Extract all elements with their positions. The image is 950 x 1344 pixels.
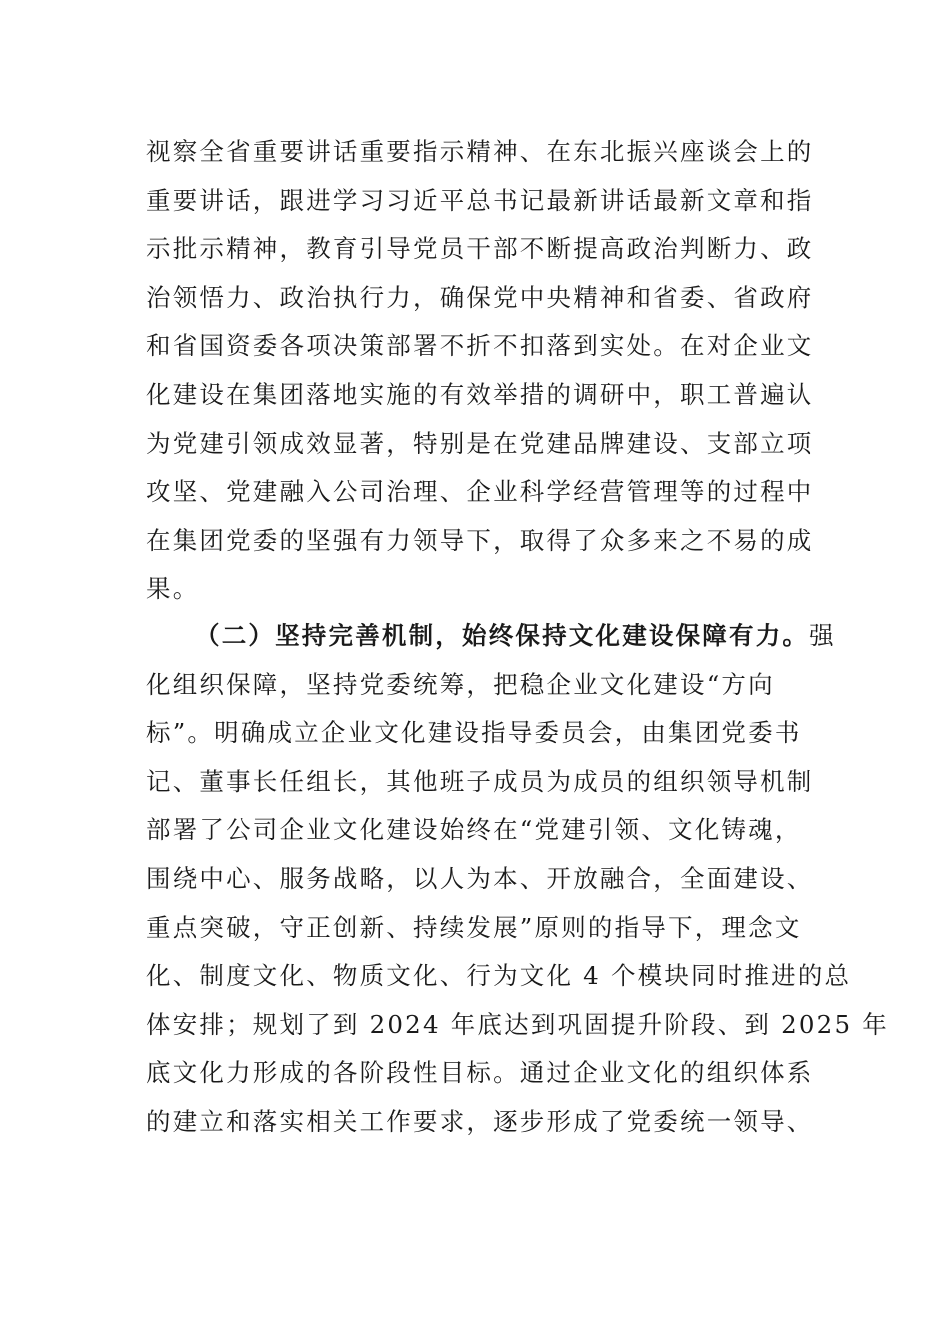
section-heading: （二）坚持完善机制，始终保持文化建设保障有力。	[195, 621, 810, 650]
paragraph-line: 果。	[146, 574, 200, 604]
paragraph-1	[146, 128, 814, 614]
paragraph-line: 治领悟力、政治执行力，确保党中央精神和省委、省政府	[146, 282, 814, 312]
paragraph-line: 记、董事长任组长，其他班子成员为成员的组织领导机制	[146, 766, 814, 796]
paragraph-line: 化组织保障，坚持党委统筹，把稳企业文化建设“方向	[146, 669, 775, 699]
paragraph-line: 围绕中心、服务战略，以人为本、开放融合，全面建设、	[146, 863, 814, 893]
paragraph-line: 为党建引领成效显著，特别是在党建品牌建设、支部立项	[146, 428, 814, 458]
paragraph-line: 体安排；规划了到 2024 年底达到巩固提升阶段、到 2025 年	[146, 1009, 889, 1039]
paragraph-2	[146, 612, 889, 1147]
paragraph-line: 重点突破，守正创新、持续发展”原则的指导下，理念文	[146, 912, 802, 942]
paragraph-line: 视察全省重要讲话重要指示精神、在东北振兴座谈会上的	[146, 137, 814, 166]
paragraph-line: 的建立和落实相关工作要求，逐步形成了党委统一领导、	[146, 1106, 814, 1136]
paragraph-line: 底文化力形成的各阶段性目标。通过企业文化的组织体系	[146, 1058, 814, 1088]
heading-continuation: 强	[809, 621, 836, 650]
paragraph-line: 示批示精神，教育引导党员干部不断提高政治判断力、政	[146, 234, 814, 264]
paragraph-first-line	[146, 612, 836, 661]
paragraph-line: 攻坚、党建融入公司治理、企业科学经营管理等的过程中	[146, 477, 814, 507]
paragraph-line: 化建设在集团落地实施的有效举措的调研中，职工普遍认	[146, 379, 814, 409]
paragraph-line: 重要讲话，跟进学习习近平总书记最新讲话最新文章和指	[146, 185, 814, 215]
paragraph-line: 在集团党委的坚强有力领导下，取得了众多来之不易的成	[146, 525, 814, 555]
paragraph-line: 部署了公司企业文化建设始终在“党建引领、文化铸魂，	[146, 815, 802, 845]
paragraph-line: 化、制度文化、物质文化、行为文化 4 个模块同时推进的总	[146, 961, 852, 991]
paragraph-line: 和省国资委各项决策部署不折不扣落到实处。在对企业文	[146, 331, 814, 361]
paragraph-line: 标”。明确成立企业文化建设指导委员会，由集团党委书	[146, 718, 802, 748]
